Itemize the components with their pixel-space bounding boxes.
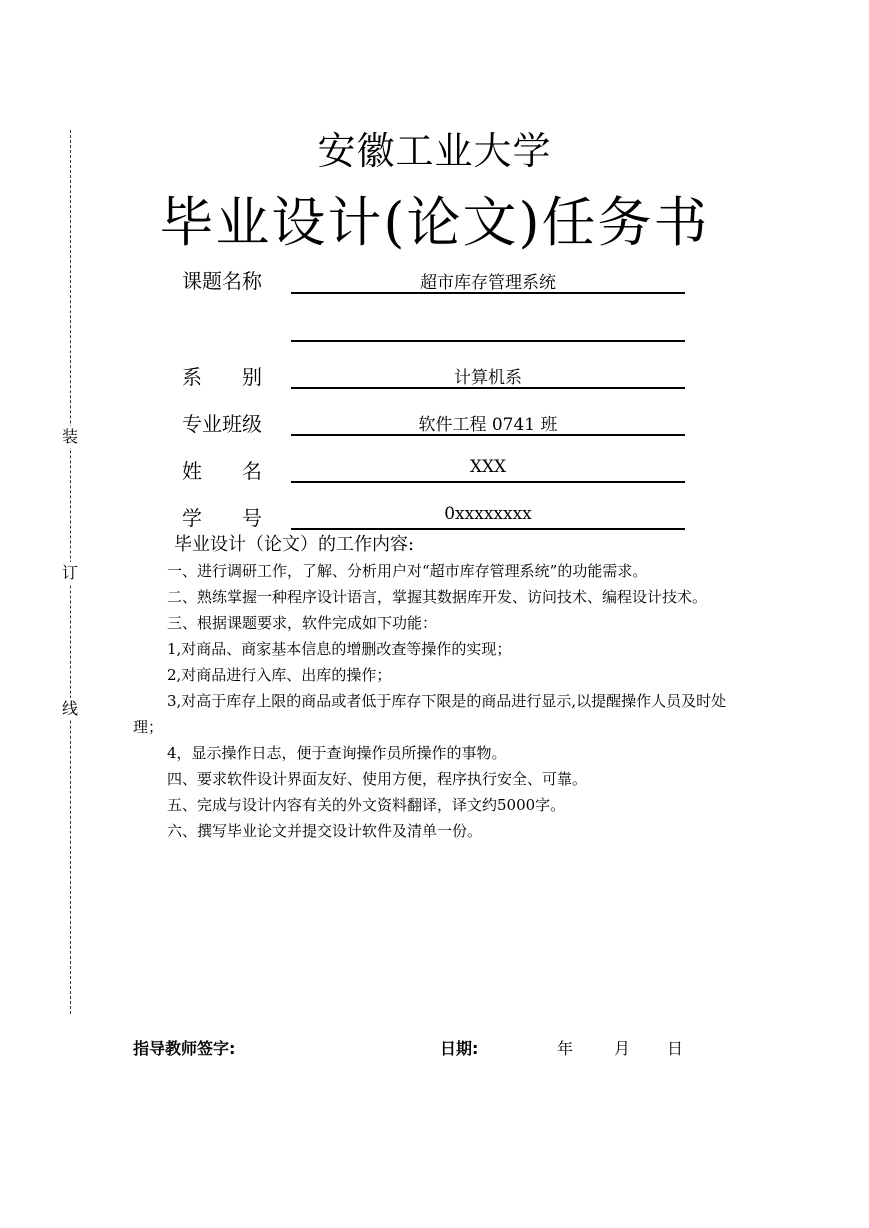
date-day: 日: [667, 1039, 684, 1058]
binding-mark-ding: 订: [59, 562, 81, 584]
work-item-4: 四、要求软件设计界面友好、使用方便，程序执行安全、可靠。: [167, 770, 588, 788]
field-value-department: 计算机系: [454, 368, 522, 388]
field-label-class: 专业班级: [182, 412, 262, 436]
work-item-5: 五、完成与设计内容有关的外文资料翻译，译文约5000字。: [167, 796, 566, 814]
field-value-class: 软件工程 0741 班: [418, 415, 558, 435]
field-line-class: [291, 434, 685, 436]
advisor-signature-label: 指导教师签字:: [133, 1039, 236, 1058]
work-item-3-2: 2,对商品进行入库、出库的操作；: [167, 666, 392, 684]
work-item-3-4: 4，显示操作日志，便于查询操作员所操作的事物。: [167, 744, 507, 762]
field-value-topic: 超市库存管理系统: [420, 273, 556, 293]
field-label-student-id: 学 号: [182, 506, 262, 530]
field-label-name: 姓 名: [182, 459, 262, 483]
university-name: 安徽工业大学: [317, 129, 552, 173]
field-line-topic: [291, 292, 685, 294]
work-content-title: 毕业设计（论文）的工作内容:: [174, 534, 415, 555]
field-line-department: [291, 387, 685, 389]
date-label: 日期:: [440, 1039, 479, 1058]
field-label-topic: 课题名称: [182, 269, 262, 293]
field-value-name: XXX: [469, 457, 507, 477]
work-item-3-3: 3,对高于库存上限的商品或者低于库存下限是的商品进行显示,以提醒操作人员及时处理；: [133, 692, 727, 736]
date-month: 月: [614, 1039, 631, 1058]
date-year: 年: [557, 1039, 574, 1058]
work-item-3-1: 1,对商品、商家基本信息的增删改查等操作的实现；: [167, 640, 512, 658]
work-content: [133, 558, 739, 844]
work-item-3: 三、根据课题要求，软件完成如下功能：: [167, 614, 438, 632]
work-item-1: 一、进行调研工作，了解、分析用户对“超市库存管理系统”的功能需求。: [167, 562, 648, 580]
binding-mark-zhuang: 装: [59, 426, 81, 448]
work-item-2: 二、熟练掌握一种程序设计语言，掌握其数据库开发、访问技术、编程设计技术。: [167, 588, 708, 606]
work-item-6: 六、撰写毕业论文并提交设计软件及清单一份。: [167, 822, 483, 840]
field-value-student-id: 0xxxxxxxx: [444, 504, 532, 524]
binding-mark-xian: 线: [59, 698, 81, 720]
field-line-name: [291, 481, 685, 483]
binding-line: [61, 130, 78, 1014]
field-label-department: 系 别: [182, 365, 262, 389]
field-line-topic-cont: [291, 340, 685, 342]
document-title: 毕业设计(论文)任务书: [159, 191, 710, 254]
